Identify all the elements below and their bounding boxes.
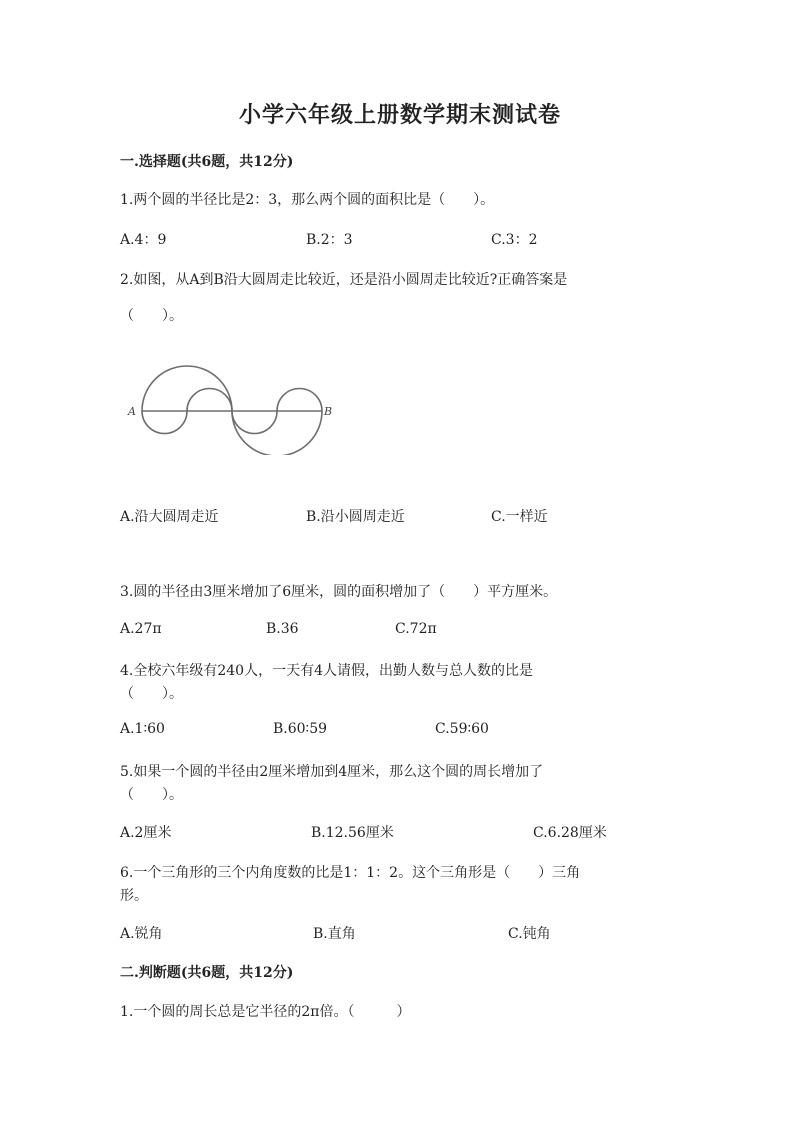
question-2-option-b: B.沿小圆周走近 [306, 509, 405, 525]
question-3-text: 3.圆的半径由3厘米增加了6厘米，圆的面积增加了（ ）平方厘米。 [120, 584, 558, 600]
question-6-text-line1: 6.一个三角形的三个内角度数的比是1：1：2。这个三角形是（ ）三角 [120, 865, 581, 881]
question-4-text-line2: （ ）。 [120, 686, 183, 702]
question-6-option-a: A.锐角 [120, 926, 163, 942]
figure-label-a: A [128, 405, 136, 418]
question-4-option-c: C.59∶60 [435, 721, 489, 737]
section-heading-choice: 一.选择题(共6题，共12分) [120, 154, 294, 170]
question-2-option-a: A.沿大圆周走近 [120, 509, 219, 525]
page-title: 小学六年级上册数学期末测试卷 [238, 102, 561, 128]
section-heading-judgement: 二.判断题(共6题，共12分) [120, 965, 294, 981]
judgement-question-1-text: 1.一个圆的周长总是它半径的2π倍。（ ） [120, 1004, 411, 1020]
question-2-text-line2: （ ）。 [120, 308, 183, 324]
question-3-option-c: C.72π [395, 621, 437, 637]
question-1-option-b: B.2：3 [306, 232, 353, 248]
question-4-option-a: A.1∶60 [120, 721, 165, 737]
question-4-text-line1: 4.全校六年级有240人，一天有4人请假，出勤人数与总人数的比是 [120, 663, 533, 679]
question-6-option-c: C.钝角 [508, 926, 551, 942]
question-1-text: 1.两个圆的半径比是2：3，那么两个圆的面积比是（ ）。 [120, 192, 495, 208]
question-1-option-c: C.3：2 [491, 232, 538, 248]
question-2-text-line1: 2.如图，从A到B沿大圆周走比较近，还是沿小圆周走比较近?正确答案是 [120, 272, 568, 288]
question-3-option-a: A.27π [120, 621, 162, 637]
question-5-option-b: B.12.56厘米 [311, 825, 394, 841]
question-6-option-b: B.直角 [313, 926, 356, 942]
question-5-option-a: A.2厘米 [120, 825, 172, 841]
question-3-option-b: B.36 [266, 621, 299, 637]
figure-label-b: B [324, 405, 333, 418]
question-4-option-b: B.60∶59 [273, 721, 328, 737]
question-5-text-line2: （ ）。 [120, 787, 183, 803]
question-1-option-a: A.4：9 [120, 232, 167, 248]
question-5-text-line1: 5.如果一个圆的半径由2厘米增加到4厘米，那么这个圆的周长增加了 [120, 764, 544, 780]
question-2-option-c: C.一样近 [491, 509, 548, 525]
question-6-text-line2: 形。 [120, 888, 148, 904]
question-5-option-c: C.6.28厘米 [533, 825, 607, 841]
semicircle-path-figure [126, 355, 356, 455]
